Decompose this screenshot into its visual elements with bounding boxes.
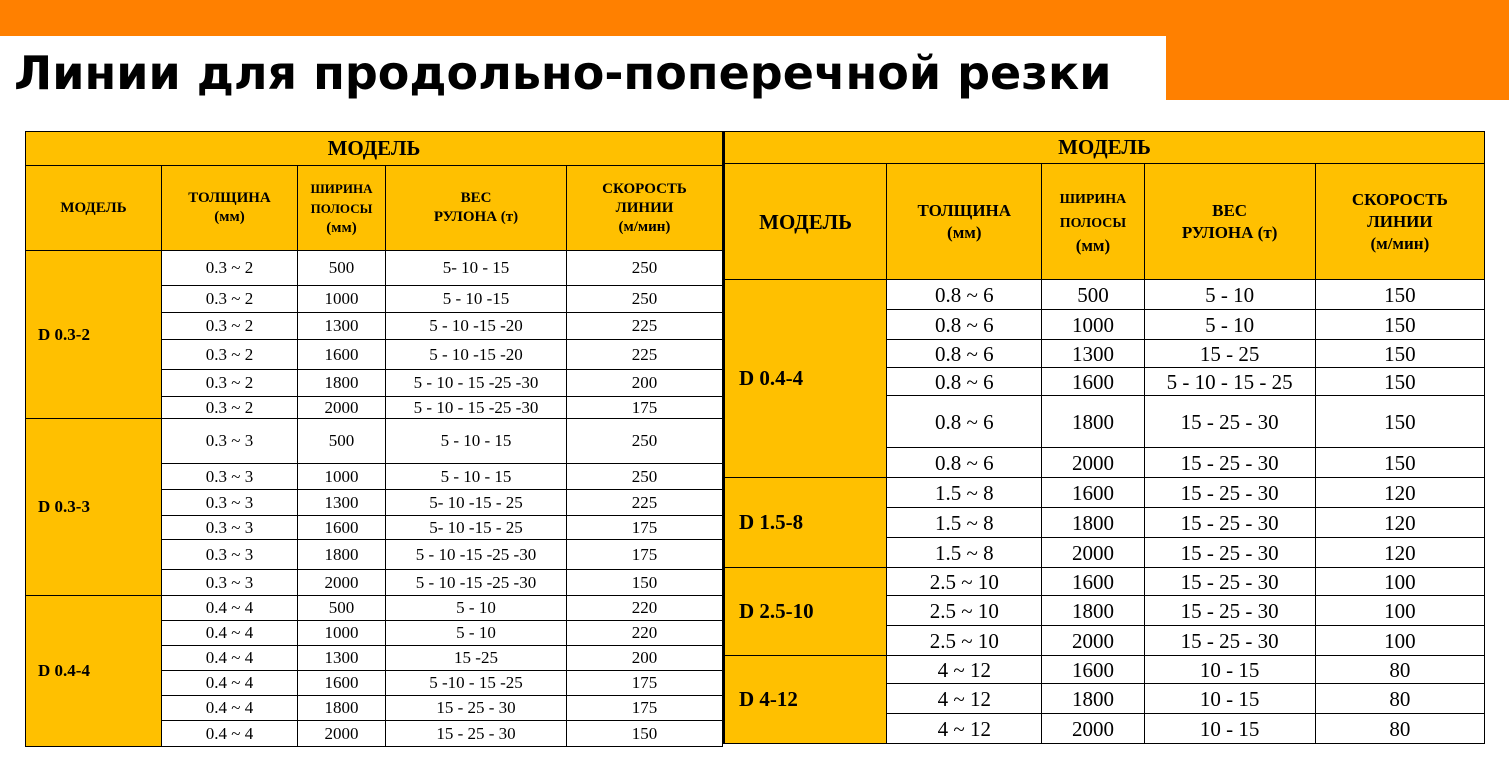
thickness-cell: 2.5 ~ 10 [887, 568, 1042, 596]
width-cell: 1300 [298, 646, 386, 671]
width-cell: 1600 [298, 671, 386, 696]
weight-cell: 5 - 10 - 15 - 25 [1144, 368, 1315, 396]
speed-cell: 175 [567, 696, 723, 721]
width-cell: 1800 [1042, 596, 1144, 626]
weight-cell: 5- 10 - 15 [386, 251, 567, 286]
speed-cell: 150 [1315, 340, 1484, 368]
speed-cell: 80 [1315, 714, 1484, 744]
weight-cell: 15 - 25 - 30 [386, 721, 567, 747]
speed-cell: 100 [1315, 596, 1484, 626]
model-cell: D 0.4-4 [26, 596, 162, 747]
top-header-cell: МОДЕЛЬ [724, 132, 1485, 164]
thickness-cell: 1.5 ~ 8 [887, 478, 1042, 508]
width-cell: 1800 [298, 540, 386, 570]
table-top-header-row [724, 132, 1485, 164]
table-row [26, 596, 723, 621]
speed-cell: 120 [1315, 478, 1484, 508]
width-cell: 500 [298, 251, 386, 286]
width-cell: 1000 [1042, 310, 1144, 340]
speed-cell: 100 [1315, 626, 1484, 656]
thickness-cell: 1.5 ~ 8 [887, 538, 1042, 568]
speed-cell: 150 [1315, 368, 1484, 396]
speed-cell: 250 [567, 251, 723, 286]
weight-cell: 15 - 25 - 30 [1144, 448, 1315, 478]
weight-cell: 5 - 10 - 15 -25 -30 [386, 370, 567, 397]
speed-cell: 120 [1315, 508, 1484, 538]
weight-cell: 10 - 15 [1144, 684, 1315, 714]
weight-cell: 5 - 10 [1144, 280, 1315, 310]
model-cell: D 0.4-4 [724, 280, 887, 478]
model-group [724, 280, 1485, 478]
model-cell: D 1.5-8 [724, 478, 887, 568]
weight-cell: 5 - 10 - 15 [386, 464, 567, 490]
width-cell: 1300 [1042, 340, 1144, 368]
thickness-cell: 0.3 ~ 3 [162, 540, 298, 570]
model-cell: D 0.3-2 [26, 251, 162, 419]
width-cell: 1300 [298, 490, 386, 516]
weight-cell: 10 - 15 [1144, 656, 1315, 684]
thickness-cell: 0.3 ~ 2 [162, 370, 298, 397]
weight-cell: 5 - 10 -15 [386, 286, 567, 313]
thickness-cell: 0.8 ~ 6 [887, 310, 1042, 340]
header-width: ШИРИНА ПОЛОСЫ (мм) [298, 166, 386, 251]
table-top-header-row [26, 132, 723, 166]
weight-cell: 5 - 10 [1144, 310, 1315, 340]
speed-cell: 80 [1315, 656, 1484, 684]
thickness-cell: 0.3 ~ 3 [162, 516, 298, 540]
top-header-cell: МОДЕЛЬ [26, 132, 723, 166]
speed-cell: 175 [567, 671, 723, 696]
width-cell: 1600 [1042, 568, 1144, 596]
width-cell: 1600 [1042, 478, 1144, 508]
header-thickness: ТОЛЩИНА (мм) [887, 164, 1042, 280]
weight-cell: 15 - 25 - 30 [1144, 538, 1315, 568]
width-cell: 500 [1042, 280, 1144, 310]
thickness-cell: 0.3 ~ 2 [162, 286, 298, 313]
title-accent-block [1166, 36, 1509, 100]
weight-cell: 15 - 25 - 30 [1144, 508, 1315, 538]
weight-cell: 5 - 10 -15 -25 -30 [386, 570, 567, 596]
thickness-cell: 0.8 ~ 6 [887, 368, 1042, 396]
model-group [26, 596, 723, 747]
table-row [724, 280, 1485, 310]
width-cell: 2000 [298, 570, 386, 596]
speed-cell: 100 [1315, 568, 1484, 596]
speed-cell: 225 [567, 340, 723, 370]
thickness-cell: 2.5 ~ 10 [887, 596, 1042, 626]
left-spec-table [25, 131, 723, 747]
width-cell: 1000 [298, 286, 386, 313]
speed-cell: 250 [567, 464, 723, 490]
thickness-cell: 4 ~ 12 [887, 656, 1042, 684]
thickness-cell: 1.5 ~ 8 [887, 508, 1042, 538]
thickness-cell: 0.4 ~ 4 [162, 646, 298, 671]
thickness-cell: 0.3 ~ 3 [162, 490, 298, 516]
speed-cell: 225 [567, 313, 723, 340]
weight-cell: 15 - 25 - 30 [1144, 478, 1315, 508]
width-cell: 500 [298, 596, 386, 621]
weight-cell: 10 - 15 [1144, 714, 1315, 744]
thickness-cell: 0.3 ~ 2 [162, 397, 298, 419]
width-cell: 1600 [1042, 656, 1144, 684]
header-speed: СКОРОСТЬ ЛИНИИ (м/мин) [1315, 164, 1484, 280]
thickness-cell: 0.8 ~ 6 [887, 280, 1042, 310]
width-cell: 500 [298, 419, 386, 464]
weight-cell: 5- 10 -15 - 25 [386, 516, 567, 540]
header-width: ШИРИНА ПОЛОСЫ (мм) [1042, 164, 1144, 280]
thickness-cell: 0.4 ~ 4 [162, 621, 298, 646]
thickness-cell: 0.3 ~ 3 [162, 464, 298, 490]
header-weight: ВЕС РУЛОНА (т) [386, 166, 567, 251]
width-cell: 1000 [298, 464, 386, 490]
width-cell: 1600 [298, 340, 386, 370]
right-spec-table [722, 131, 1485, 744]
weight-cell: 15 - 25 - 30 [1144, 596, 1315, 626]
speed-cell: 175 [567, 516, 723, 540]
speed-cell: 150 [567, 721, 723, 747]
table-row [26, 251, 723, 286]
width-cell: 1800 [298, 696, 386, 721]
speed-cell: 175 [567, 540, 723, 570]
speed-cell: 150 [1315, 448, 1484, 478]
model-group [724, 478, 1485, 568]
weight-cell: 5 - 10 [386, 596, 567, 621]
top-accent-bar [0, 0, 1509, 36]
weight-cell: 15 - 25 - 30 [1144, 396, 1315, 448]
weight-cell: 5 - 10 -15 -25 -30 [386, 540, 567, 570]
width-cell: 1600 [298, 516, 386, 540]
table-row [724, 656, 1485, 684]
weight-cell: 15 - 25 [1144, 340, 1315, 368]
thickness-cell: 0.4 ~ 4 [162, 671, 298, 696]
weight-cell: 15 - 25 - 30 [1144, 568, 1315, 596]
speed-cell: 225 [567, 490, 723, 516]
table-row [26, 419, 723, 464]
model-group [26, 419, 723, 596]
width-cell: 1000 [298, 621, 386, 646]
weight-cell: 5 - 10 - 15 -25 -30 [386, 397, 567, 419]
thickness-cell: 2.5 ~ 10 [887, 626, 1042, 656]
speed-cell: 150 [1315, 280, 1484, 310]
width-cell: 1800 [1042, 684, 1144, 714]
page-title: Линии для продольно-поперечной резки [14, 46, 1112, 100]
width-cell: 2000 [1042, 448, 1144, 478]
weight-cell: 5 - 10 -15 -20 [386, 313, 567, 340]
thickness-cell: 0.8 ~ 6 [887, 340, 1042, 368]
model-cell: D 0.3-3 [26, 419, 162, 596]
thickness-cell: 0.3 ~ 3 [162, 570, 298, 596]
weight-cell: 15 - 25 - 30 [386, 696, 567, 721]
speed-cell: 250 [567, 286, 723, 313]
thickness-cell: 0.4 ~ 4 [162, 596, 298, 621]
speed-cell: 200 [567, 646, 723, 671]
weight-cell: 15 - 25 - 30 [1144, 626, 1315, 656]
width-cell: 1600 [1042, 368, 1144, 396]
weight-cell: 5- 10 -15 - 25 [386, 490, 567, 516]
width-cell: 1800 [298, 370, 386, 397]
header-speed: СКОРОСТЬ ЛИНИИ (м/мин) [567, 166, 723, 251]
speed-cell: 175 [567, 397, 723, 419]
width-cell: 2000 [298, 397, 386, 419]
thickness-cell: 0.3 ~ 3 [162, 419, 298, 464]
width-cell: 2000 [1042, 626, 1144, 656]
table-header-row [724, 164, 1485, 280]
weight-cell: 5 -10 - 15 -25 [386, 671, 567, 696]
speed-cell: 150 [567, 570, 723, 596]
width-cell: 1800 [1042, 508, 1144, 538]
table-row [724, 478, 1485, 508]
header-thickness: ТОЛЩИНА (мм) [162, 166, 298, 251]
width-cell: 2000 [298, 721, 386, 747]
speed-cell: 250 [567, 419, 723, 464]
model-group [724, 656, 1485, 744]
speed-cell: 120 [1315, 538, 1484, 568]
width-cell: 2000 [1042, 714, 1144, 744]
thickness-cell: 0.8 ~ 6 [887, 396, 1042, 448]
table-row [724, 568, 1485, 596]
header-model: МОДЕЛЬ [724, 164, 887, 280]
width-cell: 2000 [1042, 538, 1144, 568]
thickness-cell: 4 ~ 12 [887, 684, 1042, 714]
weight-cell: 5 - 10 -15 -20 [386, 340, 567, 370]
thickness-cell: 0.3 ~ 2 [162, 313, 298, 340]
model-group [724, 568, 1485, 656]
weight-cell: 5 - 10 - 15 [386, 419, 567, 464]
model-cell: D 4-12 [724, 656, 887, 744]
speed-cell: 220 [567, 596, 723, 621]
width-cell: 1300 [298, 313, 386, 340]
width-cell: 1800 [1042, 396, 1144, 448]
thickness-cell: 0.3 ~ 2 [162, 251, 298, 286]
thickness-cell: 0.8 ~ 6 [887, 448, 1042, 478]
thickness-cell: 0.4 ~ 4 [162, 696, 298, 721]
thickness-cell: 4 ~ 12 [887, 714, 1042, 744]
speed-cell: 150 [1315, 310, 1484, 340]
model-cell: D 2.5-10 [724, 568, 887, 656]
header-weight: ВЕС РУЛОНА (т) [1144, 164, 1315, 280]
weight-cell: 15 -25 [386, 646, 567, 671]
table-header-row [26, 166, 723, 251]
speed-cell: 200 [567, 370, 723, 397]
speed-cell: 80 [1315, 684, 1484, 714]
thickness-cell: 0.3 ~ 2 [162, 340, 298, 370]
weight-cell: 5 - 10 [386, 621, 567, 646]
model-group [26, 251, 723, 419]
speed-cell: 150 [1315, 396, 1484, 448]
thickness-cell: 0.4 ~ 4 [162, 721, 298, 747]
speed-cell: 220 [567, 621, 723, 646]
header-model: МОДЕЛЬ [26, 166, 162, 251]
